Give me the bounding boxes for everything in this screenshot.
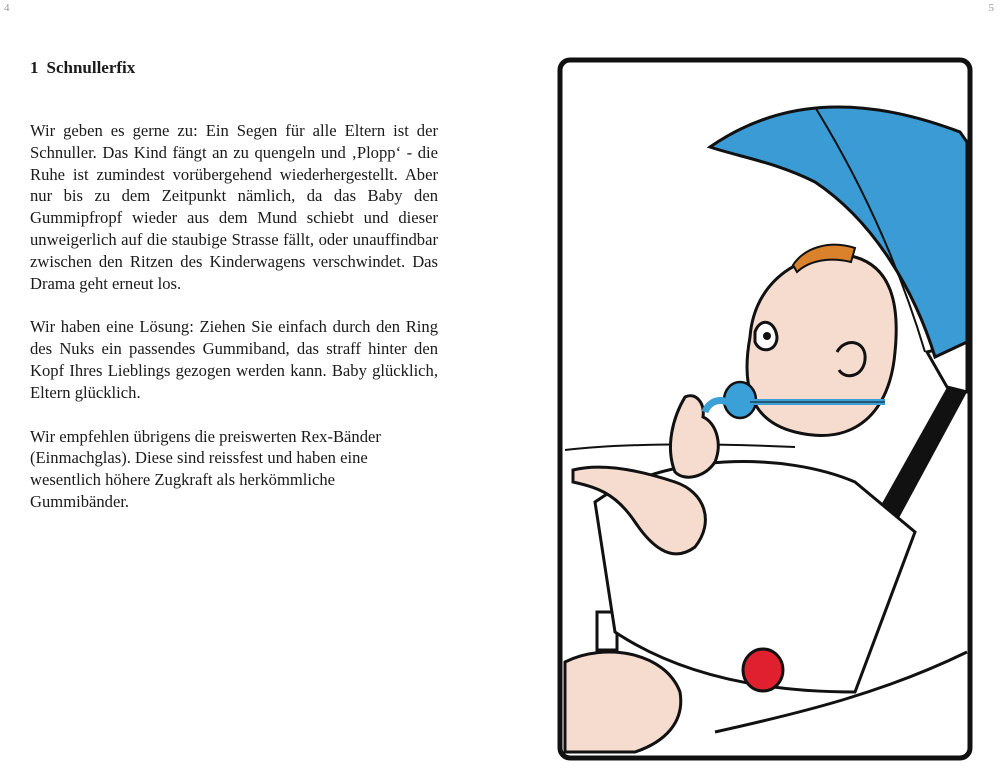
baby-ear [837,343,865,376]
harness-buckle [743,649,783,691]
page-number-left: 4 [4,2,10,14]
page-number-right: 5 [988,2,994,14]
paragraph-1: Wir geben es gerne zu: Ein Segen für alle Eltern ist der Schnuller. Das Kind fängt an zu quengeln und ‚Plopp‘ - die Ruhe ist zumindest vorübergehend wiederhergestellt. Aber nur bis zu dem Zeitpunkt nämlich, da das Baby den Gummipfropf wieder aus dem Mund schiebt und dieser unweigerlich auf die staubige Strasse fällt, oder unauffindbar zwischen den Ritzen des Kinderwagens verschwindet. Das Drama geht erneut los. [30,121,438,293]
chapter-title: Schnullerfix [46,58,136,77]
illustration-svg [555,52,977,764]
paragraph-3: Wir empfehlen übrigens die preiswerten Rex-Bänder (Einmachglas). Diese sind reissfest und haben eine wesentlich höhere Zugkraft als herkömmliche Gummibänder. [30,426,381,511]
body-text [30,120,438,535]
baby-pupil [763,332,771,340]
chapter-number: 1 [30,58,39,77]
chapter-heading [30,58,135,78]
baby-stroller-illustration [555,52,977,764]
paragraph-2: Wir haben eine Lösung: Ziehen Sie einfach durch den Ring des Nuks ein passendes Gummiband, das straff hinter den Kopf Ihres Lieblings gezogen werden kann. Baby glücklich, Eltern glücklich. [30,317,438,402]
